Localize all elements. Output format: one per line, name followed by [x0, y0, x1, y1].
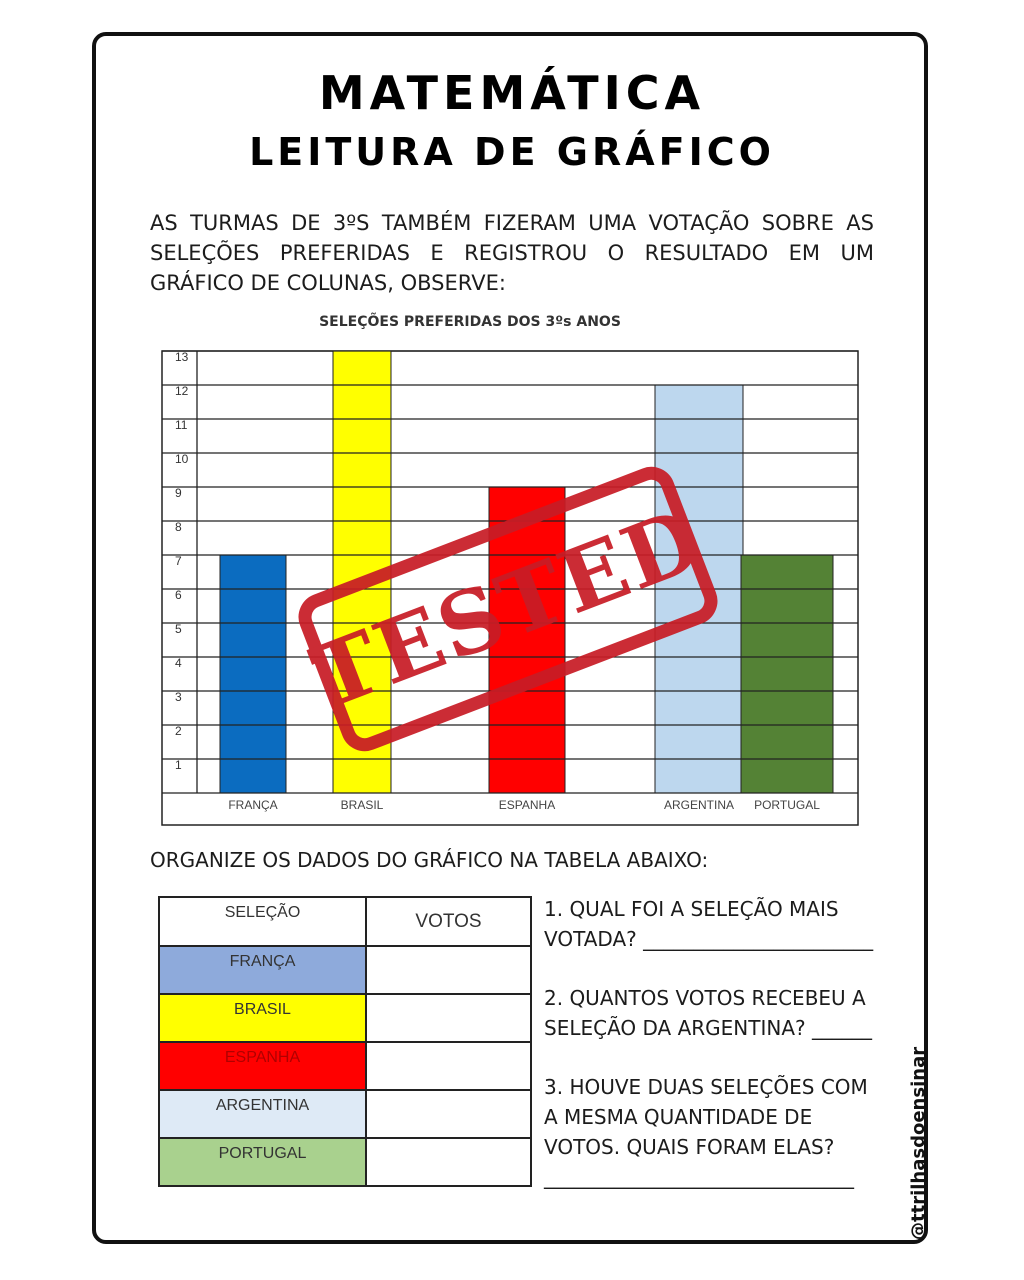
y-tick-label: 1 — [175, 758, 182, 772]
intro-paragraph: AS TURMAS DE 3ºS TAMBÉM FIZERAM UMA VOTAÇÃO SOBRE AS SELEÇÕES PREFERIDAS E REGISTROU O RESULTADO EM UM GRÁFICO DE COLUNAS, OBSERVE: — [150, 211, 874, 295]
bar-portugal — [741, 555, 833, 793]
y-tick-label: 13 — [175, 350, 189, 364]
row-label-franca: FRANÇA — [159, 946, 366, 994]
row-label-portugal: PORTUGAL — [159, 1138, 366, 1186]
table-row — [159, 1138, 531, 1186]
y-tick-label: 3 — [175, 690, 182, 704]
y-tick-label: 5 — [175, 622, 182, 636]
y-tick-label: 9 — [175, 486, 182, 500]
questions-list — [544, 894, 876, 1221]
author-credit: @ttrilhasdoensinar — [908, 1046, 929, 1240]
page-subtitle: LEITURA DE GRÁFICO — [249, 130, 775, 174]
y-tick-label: 6 — [175, 588, 182, 602]
table-row — [159, 1042, 531, 1090]
question-1: 1. QUAL FOI A SELEÇÃO MAIS VOTADA? _______________________ — [544, 897, 874, 951]
y-tick-label: 2 — [175, 724, 182, 738]
votes-input-cell[interactable] — [366, 1138, 531, 1186]
y-tick-label: 8 — [175, 520, 182, 534]
table-row — [159, 946, 531, 994]
table-row — [159, 994, 531, 1042]
table-row — [159, 1090, 531, 1138]
header-votos: VOTOS — [366, 897, 531, 946]
x-tick-label: PORTUGAL — [754, 798, 820, 812]
x-tick-label: ESPANHA — [498, 798, 556, 812]
y-tick-label: 7 — [175, 554, 182, 568]
y-tick-label: 11 — [175, 418, 188, 432]
question-2: 2. QUANTOS VOTOS RECEBEU A SELEÇÃO DA ARGENTINA? ______ — [544, 986, 872, 1040]
x-tick-label: FRANÇA — [228, 798, 278, 812]
votes-input-cell[interactable] — [366, 994, 531, 1042]
votes-input-cell[interactable] — [366, 946, 531, 994]
question-3: 3. HOUVE DUAS SELEÇÕES COM A MESMA QUANTIDADE DE VOTOS. QUAIS FORAM ELAS? _______________________________ — [544, 1075, 868, 1189]
stamp-text: TESTED — [299, 488, 717, 729]
row-label-espanha: ESPANHA — [159, 1042, 366, 1090]
votes-input-cell[interactable] — [366, 1042, 531, 1090]
chart-title: SELEÇÕES PREFERIDAS DOS 3ºs ANOS — [319, 314, 621, 330]
votes-input-cell[interactable] — [366, 1090, 531, 1138]
y-tick-label: 12 — [175, 384, 189, 398]
table-instruction: ORGANIZE OS DADOS DO GRÁFICO NA TABELA ABAIXO: — [150, 848, 709, 872]
header-selecao: SELEÇÃO — [159, 897, 366, 946]
bar-frança — [220, 555, 286, 793]
row-label-brasil: BRASIL — [159, 994, 366, 1042]
y-tick-label: 10 — [175, 452, 189, 466]
row-label-argentina: ARGENTINA — [159, 1090, 366, 1138]
votes-table — [158, 896, 532, 1187]
page-title: MATEMÁTICA — [318, 66, 706, 120]
x-tick-label: BRASIL — [340, 798, 384, 812]
y-tick-label: 4 — [175, 656, 182, 670]
x-tick-label: ARGENTINA — [663, 798, 735, 812]
